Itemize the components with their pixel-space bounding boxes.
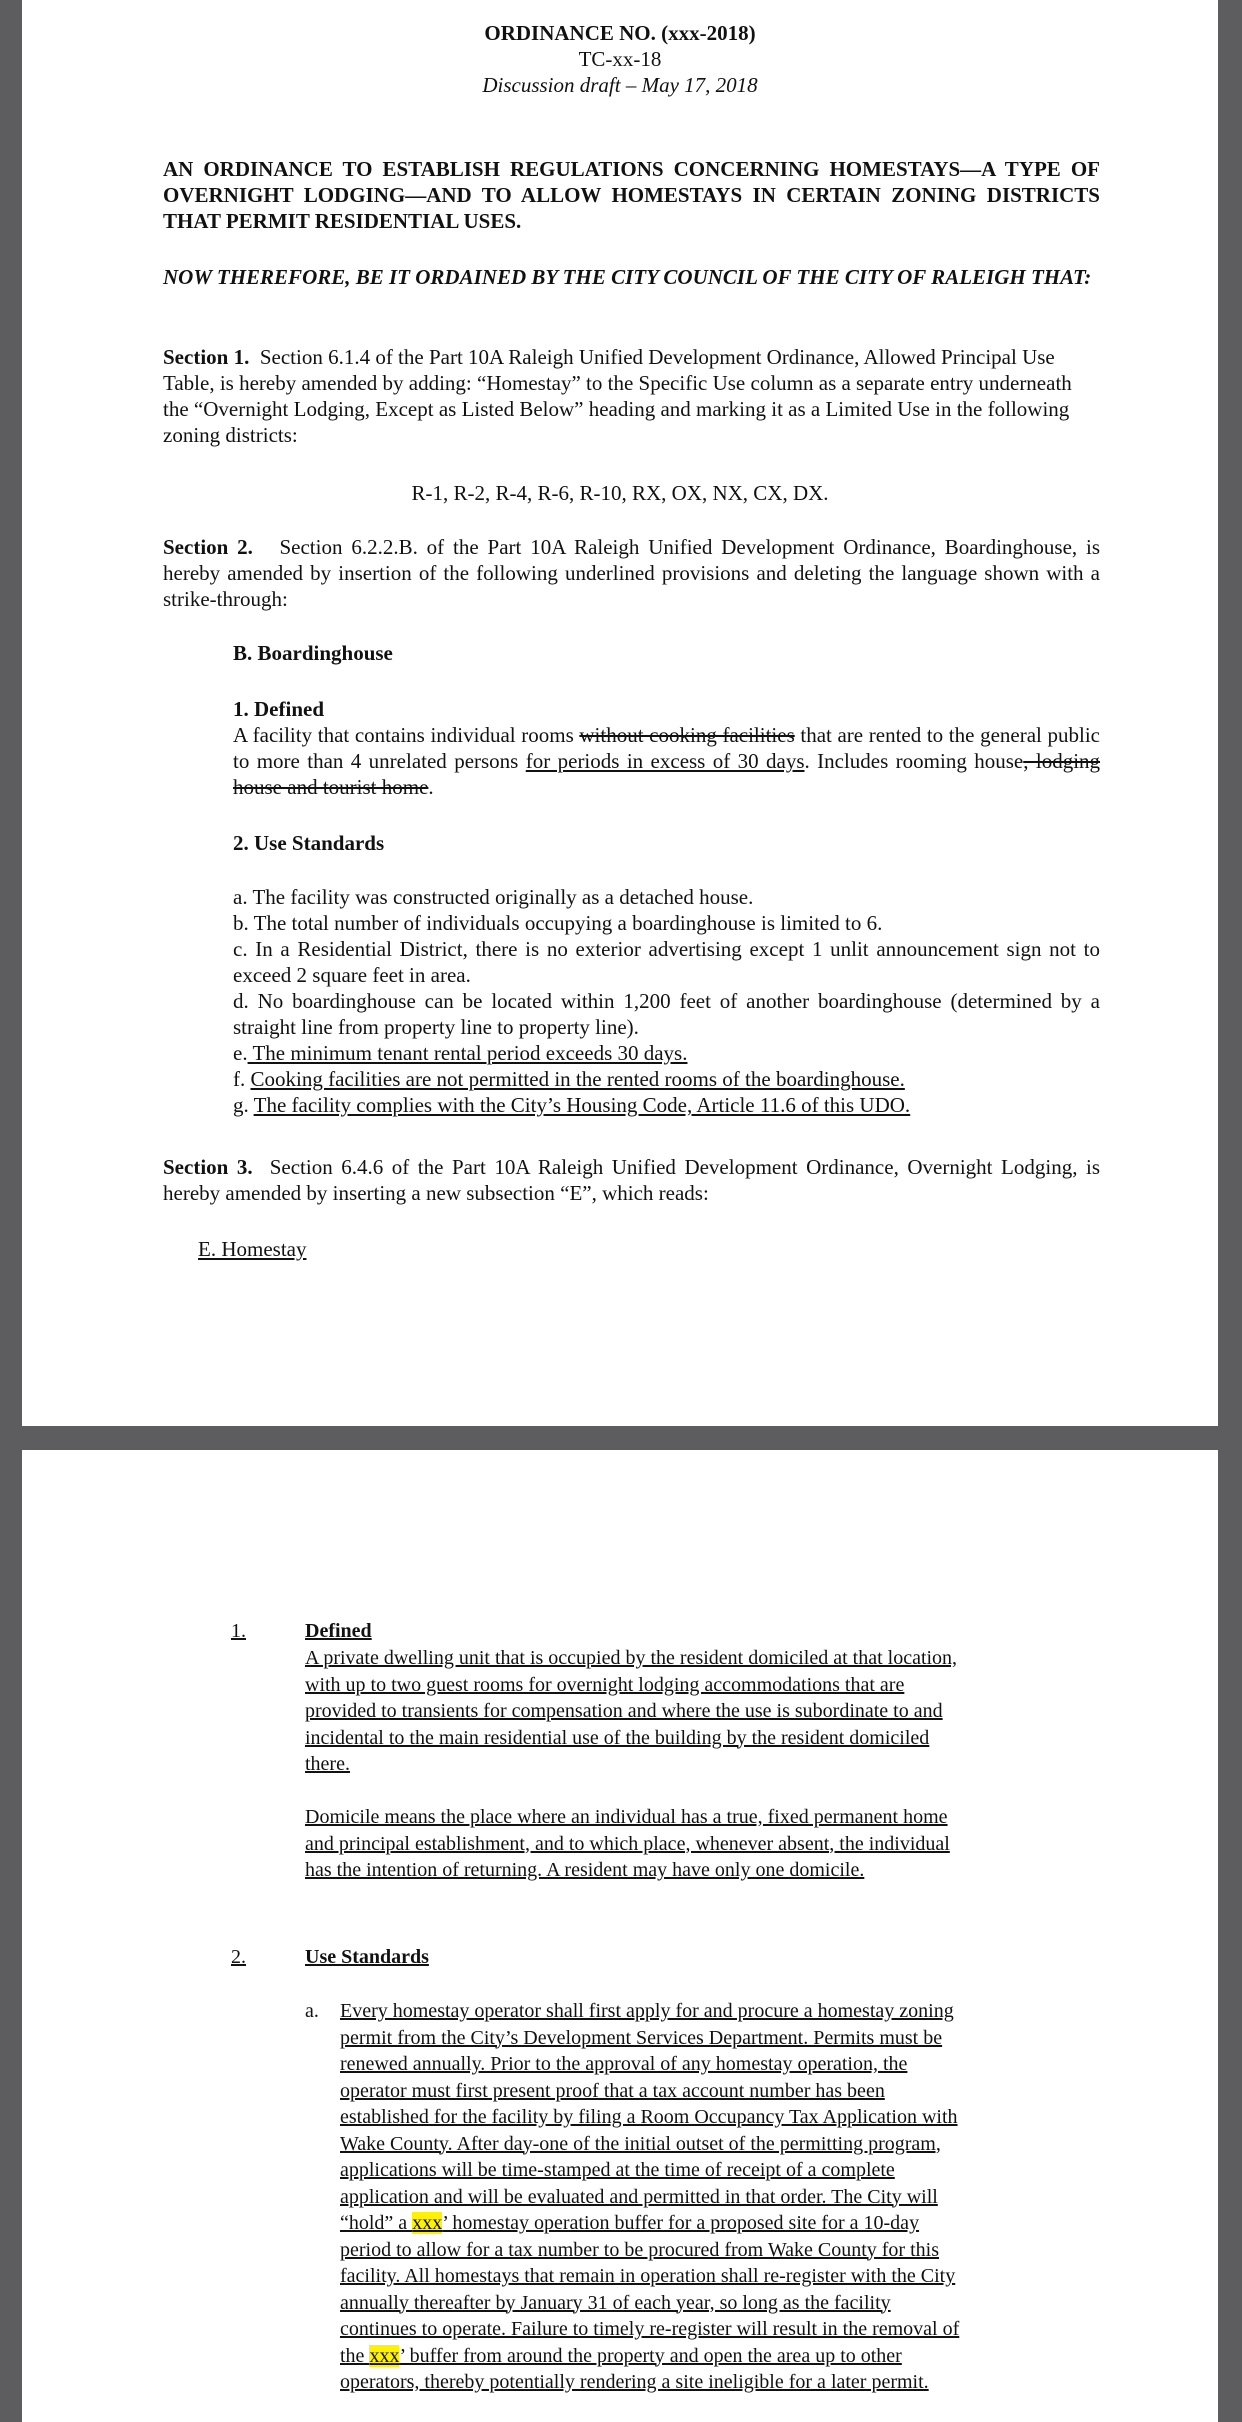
section-3-label: Section 3. (163, 1155, 253, 1179)
hold-text-post: ’ homestay operation buffer for a proposed site for a 10-day (442, 2212, 920, 2234)
def-strike-1: without cooking facilities (579, 723, 795, 747)
section-2-label: Section 2. (163, 535, 253, 559)
ordained-clause: NOW THEREFORE, BE IT ORDAINED BY THE CITY COUNCIL OF THE CITY OF RALEIGH THAT: (163, 265, 1092, 289)
highlight-placeholder: xxx (412, 2212, 443, 2234)
std-e-label: e. (233, 1041, 248, 1065)
homestay-heading: E. Homestay (198, 1237, 307, 1261)
ordinance-heading: AN ORDINANCE TO ESTABLISH REGULATIONS CONCERNING HOMESTAYS—A TYPE OF OVERNIGHT LODGING—AND TO ALLOW HOMESTAYS IN CERTAIN ZONING DISTRICTS THAT PERMIT RESIDENTIAL USES. (163, 157, 1100, 233)
std-e (233, 1040, 1100, 1066)
homestay-definition (305, 1645, 1125, 1778)
boardinghouse-standards-heading: 2. Use Standards (233, 831, 385, 855)
def-text-2: that are rented to the general public to more than 4 unrelated persons (233, 723, 1100, 773)
homestay-defined-heading: Defined (305, 1620, 372, 1642)
std-a-line: facility. All homestays that remain in operation shall re-register with the City (340, 2265, 956, 2287)
std-f (233, 1066, 1100, 1092)
domicile-definition (305, 1804, 1125, 1884)
std-e-text: The minimum tenant rental period exceeds 30 days. (247, 1041, 688, 1065)
section-2-text: Section 6.2.2.B. of the Part 10A Raleigh Unified Development Ordinance, Boardinghouse, is hereby amended by insertion of the following underlined provisions and deleting the language shown with a strike-through: (163, 535, 1101, 611)
std-c: c. In a Residential District, there is no exterior advertising except 1 unlit announcement sign not to exceed 2 square feet in area. (233, 937, 1100, 987)
std-f-label: f. (233, 1067, 246, 1091)
buffer-text: the (340, 2344, 370, 2367)
std-a-line: annually thereafter by January 31 of each year, so long as the facility (340, 2291, 891, 2314)
boardinghouse-heading: B. Boardinghouse (233, 641, 393, 665)
std-a-line: established for the facility by filing a Room Occupancy Tax Application with (340, 2106, 958, 2128)
std-a-line: continues to operate. Failure to timely re-register will result in the removal of (340, 2318, 960, 2340)
domicile-line: Domicile means the place where an individual has a true, fixed permanent home (305, 1806, 948, 1828)
section-3 (163, 1154, 1100, 1206)
zoning-districts: R-1, R-2, R-4, R-6, R-10, RX, OX, NX, CX, DX. (411, 481, 829, 505)
def-strike-2: , lodging house and tourist home (233, 749, 1101, 799)
std-a-line: operators, thereby potentially rendering a site ineligible for a later permit. (340, 2371, 929, 2393)
boardinghouse-definition (233, 722, 1100, 800)
homestay-defined-number: 1. (231, 1620, 246, 1642)
std-a-line: period to allow for a tax number to be procured from Wake County for this (340, 2238, 939, 2261)
homestay-standards-heading: Use Standards (305, 1946, 429, 1968)
document-page-1 (22, 0, 1218, 1426)
section-1-text: Section 6.1.4 of the Part 10A Raleigh Unified Development Ordinance, Allowed Principal Use Table, is hereby amended by adding: “Homestay” to the Specific Use column as a separate entry underneath the “Overnight Lodging, Except as Listed Below” heading and marking it as a Limited Use in the following zoning districts: (163, 345, 1072, 447)
domicile-line: has the intention of returning. A resident may have only one domicile. (305, 1859, 865, 1881)
def-underline: for periods in excess of 30 days (525, 749, 805, 773)
domicile-line: and principal establishment, and to which place, whenever absent, the individual (305, 1832, 950, 1855)
std-a-line: operator must first present proof that a tax account number has been (340, 2079, 885, 2102)
std-g (233, 1092, 1100, 1118)
std-a-line (340, 2210, 1160, 2237)
std-a: a. The facility was constructed originally as a detached house. (233, 885, 754, 909)
std-a-line: applications will be time-stamped at the time of receipt of a complete (340, 2159, 895, 2181)
definition-line: A private dwelling unit that is occupied by the resident domiciled at that location, (305, 1647, 958, 1669)
ordinance-title: ORDINANCE NO. (xxx-2018) (484, 21, 756, 45)
definition-line: there. (305, 1753, 350, 1775)
std-f-text: Cooking facilities are not permitted in the rented rooms of the boardinghouse. (250, 1067, 905, 1091)
document-page-2 (22, 1450, 1218, 2422)
highlight-placeholder: xxx (369, 2344, 400, 2367)
std-a-line: Wake County. After day-one of the initial outset of the permitting program, (340, 2132, 941, 2155)
buffer-text-post: ’ buffer from around the property and open the area up to other (399, 2344, 902, 2367)
boardinghouse-defined-heading: 1. Defined (233, 697, 324, 721)
homestay-standards-number: 2. (231, 1946, 246, 1968)
section-3-text: Section 6.4.6 of the Part 10A Raleigh Unified Development Ordinance, Overnight Lodging, is hereby amended by inserting a new subsection “E”, which reads: (163, 1155, 1101, 1205)
definition-line: provided to transients for compensation and where the use is subordinate to and (305, 1700, 943, 1722)
hold-text: “hold” a (340, 2212, 413, 2234)
std-a-line: application and will be evaluated and permitted in that order. The City will (340, 2185, 938, 2208)
homestay-std-a (340, 1998, 1160, 2396)
section-1-label: Section 1. (163, 345, 250, 369)
section-1 (163, 344, 1100, 448)
draft-date: Discussion draft – May 17, 2018 (482, 73, 758, 97)
section-2 (163, 534, 1100, 612)
std-g-label: g. (233, 1093, 249, 1117)
def-text-3: . Includes rooming house (804, 749, 1024, 773)
def-text-4: . (428, 775, 434, 799)
ordinance-code: TC-xx-18 (578, 47, 662, 71)
std-a-line: Every homestay operator shall first apply for and procure a homestay zoning (340, 2000, 954, 2022)
std-a-line: permit from the City’s Development Services Department. Permits must be (340, 2026, 943, 2049)
homestay-std-a-label: a. (305, 2000, 319, 2022)
std-a-line (340, 2343, 1160, 2370)
definition-line: incidental to the main residential use of the building by the resident domiciled (305, 1726, 930, 1749)
std-g-text: The facility complies with the City’s Housing Code, Article 11.6 of this UDO. (253, 1093, 911, 1117)
std-d: d. No boardinghouse can be located within 1,200 feet of another boardinghouse (determined by a straight line from property line to property line). (233, 989, 1100, 1039)
std-b: b. The total number of individuals occupying a boardinghouse is limited to 6. (233, 911, 883, 935)
std-a-line: renewed annually. Prior to the approval of any homestay operation, the (340, 2053, 908, 2075)
def-text-1: A facility that contains individual rooms (233, 723, 580, 747)
definition-line: with up to two guest rooms for overnight lodging accommodations that are (305, 1673, 905, 1696)
